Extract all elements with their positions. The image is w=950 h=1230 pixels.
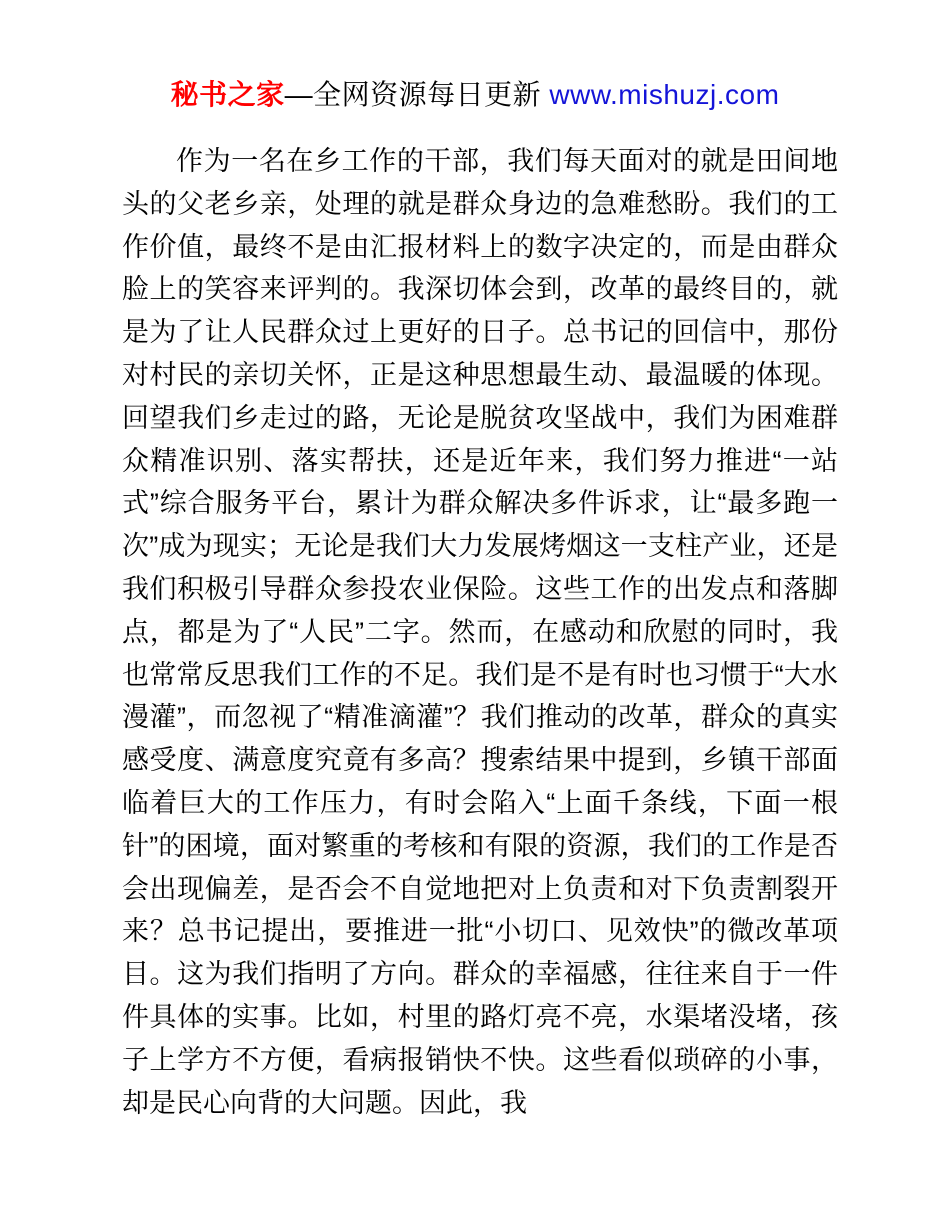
body-paragraph: 作为一名在乡工作的干部，我们每天面对的就是田间地头的父老乡亲，处理的就是群众身边的急难愁盼。我们的工作价值，最终不是由汇报材料上的数字决定的，而是由群众脸上的笑容来评判的。我深切体会到，改革的最终目的，就是为了让人民群众过上更好的日子。总书记的回信中，那份对村民的亲切关怀，正是这种思想最生动、最温暖的体现。回望我们乡走过的路，无论是脱贫攻坚战中，我们为困难群众精准识别、落实帮扶，还是近年来，我们努力推进“一站式”综合服务平台，累计为群众解决多件诉求，让“最多跑一次”成为现实；无论是我们大力发展烤烟这一支柱产业，还是我们积极引导群众参投农业保险。这些工作的出发点和落脚点，都是为了“人民”二字。然而，在感动和欣慰的同时，我也常常反思我们工作的不足。我们是不是有时也习惯于“大水漫灌”，而忽视了“精准滴灌”？我们推动的改革，群众的真实感受度、满意度究竟有多高？搜索结果中提到，乡镇干部面临着巨大的工作压力，有时会陷入“上面千条线，下面一根针”的困境，面对繁重的考核和有限的资源，我们的工作是否会出现偏差，是否会不自觉地把对上负责和对下负责割裂开来？总书记提出，要推进一批“小切口、见效快”的微改革项目。这为我们指明了方向。群众的幸福感，往往来自于一件件具体的实事。比如，村里的路灯亮不亮，水渠堵没堵，孩子上学方不方便，看病报销快不快。这些看似琐碎的小事，却是民心向背的大问题。因此，我 [122, 146, 838, 1118]
document-header [0, 76, 950, 114]
header-tagline: 全网资源每日更新 [313, 79, 542, 110]
header-separator: — [284, 79, 314, 110]
site-brand: 秘书之家 [170, 79, 285, 110]
site-url: www.mishuzj.com [549, 79, 780, 110]
document-body [122, 140, 838, 1124]
